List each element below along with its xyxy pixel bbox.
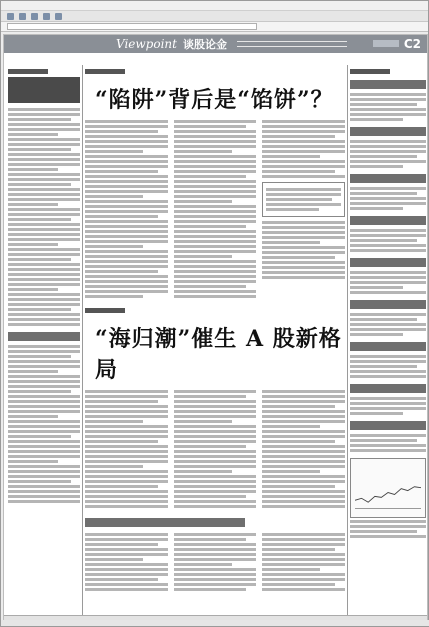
address-bar (1, 22, 428, 32)
toolbar (1, 11, 428, 22)
masthead (4, 35, 428, 53)
middle-column (85, 65, 345, 625)
left-column (8, 65, 80, 625)
right-headline-6 (350, 300, 426, 309)
chart-plot-area (355, 479, 421, 509)
home-icon[interactable] (55, 13, 62, 20)
right-headline-9 (350, 421, 426, 430)
left-subheadline (8, 332, 80, 341)
third-article-body (85, 531, 345, 593)
masthead-meta (237, 41, 347, 47)
right-headline-7 (350, 342, 426, 351)
section-label (85, 69, 125, 74)
right-headline-2 (350, 127, 426, 136)
column-title: 谈股论金 (182, 38, 227, 51)
right-headline-5 (350, 258, 426, 267)
page-code: C2 (403, 37, 421, 51)
section-label (8, 69, 48, 74)
third-headline (85, 518, 245, 527)
right-headline-1 (350, 80, 426, 89)
right-headline-4 (350, 216, 426, 225)
right-column (350, 65, 426, 625)
top-headline[interactable]: “陷阱”背后是“馅饼”？ (95, 87, 334, 113)
masthead-tag (373, 40, 399, 47)
section-label (85, 308, 125, 313)
back-icon[interactable] (7, 13, 14, 20)
bottom-article-body (85, 388, 345, 510)
column-divider (347, 65, 348, 621)
newspaper-page (3, 34, 428, 626)
url-input[interactable] (7, 23, 257, 30)
masthead-logo: Viewpoint (116, 37, 177, 51)
market-chart (350, 458, 426, 518)
chart-decoration (355, 479, 421, 508)
status-bar (1, 620, 429, 626)
section-label (350, 69, 390, 74)
bottom-headline[interactable]: “海归潮”催生 A 股新格局 (95, 326, 342, 383)
right-headline-3 (350, 174, 426, 183)
stop-icon[interactable] (31, 13, 38, 20)
left-headline (8, 77, 80, 103)
menu-bar[interactable] (1, 1, 428, 11)
sidebar-box (262, 182, 345, 217)
refresh-icon[interactable] (43, 13, 50, 20)
column-divider (82, 65, 83, 621)
top-article-body (85, 118, 345, 300)
right-headline-8 (350, 384, 426, 393)
forward-icon[interactable] (19, 13, 26, 20)
